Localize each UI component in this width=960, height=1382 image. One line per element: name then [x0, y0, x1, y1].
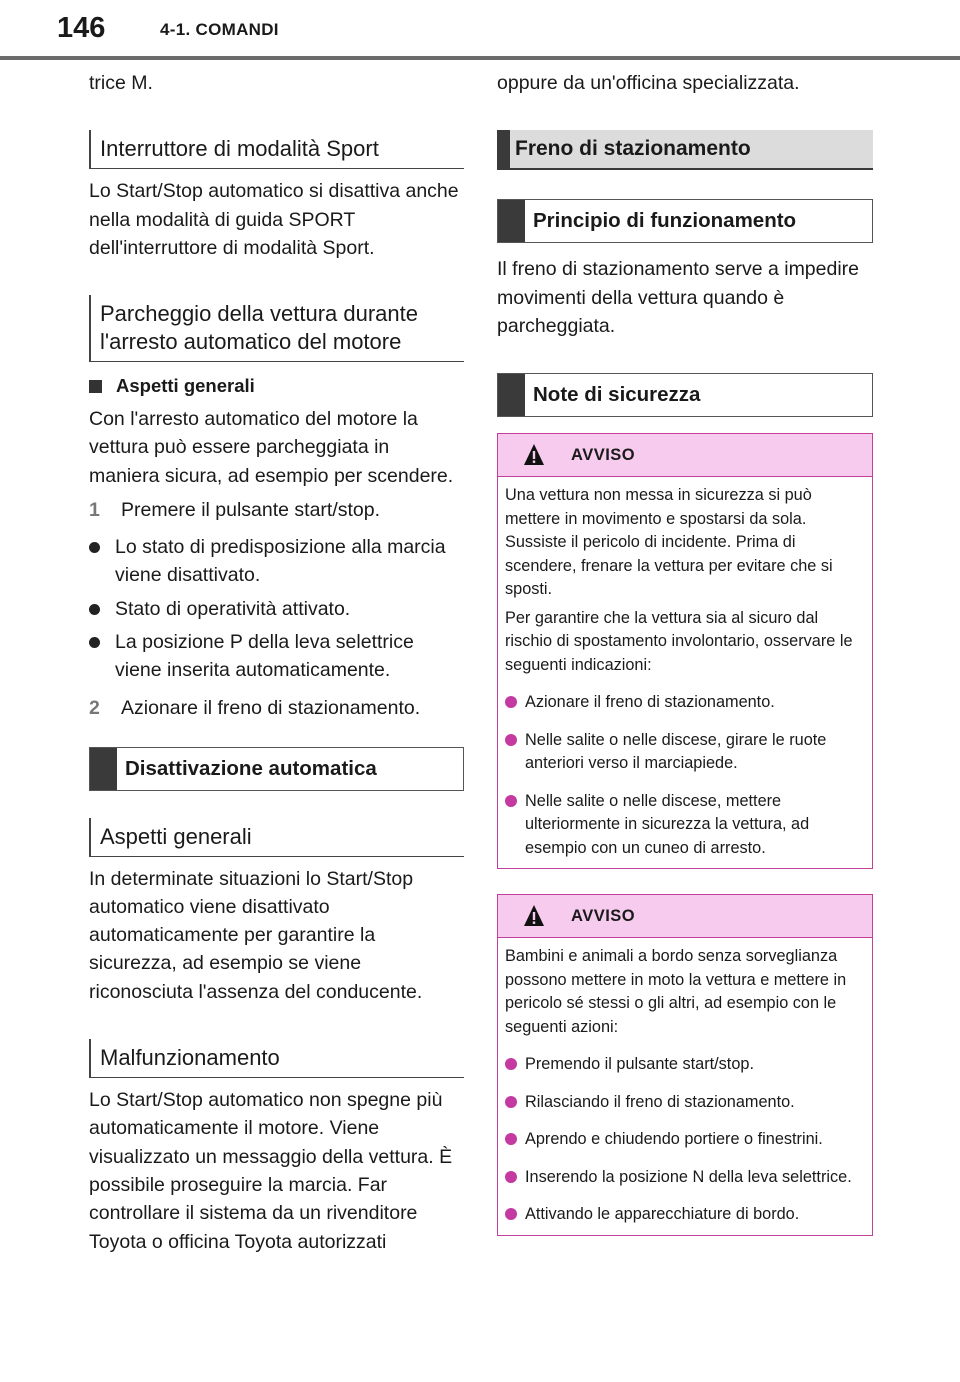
- warning-label: AVVISO: [571, 445, 636, 464]
- warning-header: [498, 434, 872, 477]
- heading-safety-notes: [497, 373, 873, 417]
- warning-item-text: Azionare il freno di stazionamento.: [525, 693, 775, 712]
- continued-text: trice M.: [89, 72, 153, 94]
- pink-bullet-icon: [505, 734, 517, 746]
- warning-item-text: Nelle salite o nelle discese, girare le ruote anteriori verso il marciapiede.: [525, 730, 827, 773]
- right-column: [497, 64, 873, 1236]
- left-column: [89, 64, 464, 1256]
- header-rule: [0, 56, 960, 60]
- warning-header: [498, 895, 872, 938]
- pink-bullet-icon: [505, 1133, 517, 1145]
- step-number: 2: [89, 696, 100, 719]
- heading-text: Freno di stazionamento: [515, 137, 751, 161]
- bullet-dot-icon: [89, 637, 100, 648]
- warning-list-item: [505, 691, 865, 715]
- warning-item-text: Aprendo e chiudendo portiere o finestrini.: [525, 1130, 823, 1149]
- principle-text: Il freno di stazionamento serve a impedire movimenti della vettura quando è parcheggiata.: [497, 258, 860, 337]
- pink-bullet-icon: [505, 795, 517, 807]
- subheading-general: [89, 373, 464, 399]
- subheading-text: Aspetti generali: [116, 375, 255, 397]
- heading-text: Principio di funzionamento: [533, 209, 797, 233]
- warning-box: [497, 894, 873, 1236]
- heading-bar: [497, 130, 510, 168]
- pink-bullet-icon: [505, 696, 517, 708]
- step-text: Premere il pulsante start/stop.: [121, 499, 381, 522]
- heading-general-aspects: Aspetti generali: [89, 818, 464, 857]
- warning-list-item: [505, 1091, 865, 1115]
- general-text: Con l'arresto automatico del motore la vettura può essere parcheggiata in maniera sicura, ad esempio per scendere.: [89, 408, 454, 487]
- warning-item-text: Premendo il pulsante start/stop.: [525, 1055, 754, 1074]
- malfunction-text: Lo Start/Stop automatico non spegne più automaticamente il motore. Viene visualizzato un messaggio della vettura. È possibile proseguire la marcia. Far controllare il sistema da un rivenditore Toyota o officina Toyota autorizzati: [89, 1089, 453, 1253]
- list-item: [89, 628, 464, 685]
- heading-auto-deactivation: [89, 747, 464, 791]
- bullet-dot-icon: [89, 604, 100, 615]
- page-header: [0, 0, 960, 60]
- heading-operating-principle: [497, 199, 873, 243]
- section-title: 4-1. COMANDI: [160, 20, 279, 39]
- warning-item-text: Inserendo la posizione N della leva selettrice.: [525, 1167, 852, 1186]
- warning-text: Bambini e animali a bordo senza sorveglianza possono mettere in moto la vettura e mettere in pericolo sé stessi o gli altri, ad esempio con le seguenti azioni:: [505, 947, 847, 1036]
- heading-parking-auto-stop: [89, 295, 464, 362]
- step-1: [89, 496, 464, 524]
- warning-list-item: [505, 1128, 865, 1152]
- list-item-text: Lo stato di predisposizione alla marcia viene disattivato.: [115, 536, 446, 587]
- warning-text: Per garantire che la vettura sia al sicuro dal rischio di spostamento involontario, osservare le seguenti indicazioni:: [505, 608, 853, 674]
- warning-list-item: [505, 1053, 865, 1077]
- pink-bullet-icon: [505, 1208, 517, 1220]
- warning-list-item: [505, 1203, 865, 1227]
- pink-bullet-icon: [505, 1058, 517, 1070]
- pink-bullet-icon: [505, 1096, 517, 1108]
- continued-text: oppure da un'officina specializzata.: [497, 72, 800, 94]
- warning-triangle-icon: [523, 904, 545, 928]
- warning-item-text: Rilasciando il freno di stazionamento.: [525, 1092, 795, 1111]
- step-2: [89, 694, 464, 722]
- heading-text: Disattivazione automatica: [125, 756, 377, 780]
- warning-list-item: [505, 729, 865, 776]
- list-item-text: La posizione P della leva selettrice viene inserita automaticamente.: [115, 630, 414, 682]
- list-item: [89, 533, 464, 590]
- bullet-dot-icon: [89, 542, 100, 553]
- warning-triangle-icon: [523, 443, 545, 467]
- list-item-text: Stato di operatività attivato.: [115, 597, 351, 620]
- aspects-text: In determinate situazioni lo Start/Stop automatico viene disattivato automaticamente per garantire la sicurezza, ad esempio se viene riconosciuta l'assenza del conducente.: [89, 867, 423, 1003]
- sport-text: Lo Start/Stop automatico si disattiva anche nella modalità di guida SPORT dell'interruttore di modalità Sport.: [89, 180, 459, 259]
- heading-text: Note di sicurezza: [533, 383, 701, 407]
- heading-bar: [90, 748, 117, 790]
- heading-sport-switch: Interruttore di modalità Sport: [89, 130, 464, 169]
- step-number: 1: [89, 499, 100, 522]
- warning-item-text: Attivando le apparecchiature di bordo.: [525, 1205, 800, 1224]
- heading-malfunction: Malfunzionamento: [89, 1039, 464, 1078]
- warning-body: [498, 938, 872, 1235]
- pink-bullet-icon: [505, 1171, 517, 1183]
- warning-label: AVVISO: [571, 906, 636, 925]
- warning-text: Una vettura non messa in sicurezza si può mettere in movimento e spostarsi da sola. Sussiste il pericolo di incidente. Prima di scendere, frenare la vettura per evitare che si sposti.: [505, 486, 833, 599]
- heading-parking-brake: [497, 130, 873, 170]
- list-item: [89, 595, 464, 623]
- heading-line: Parcheggio della vettura durante: [100, 301, 418, 327]
- heading-bar: [498, 374, 525, 416]
- warning-list-item: [505, 1166, 865, 1190]
- step-text: Azionare il freno di stazionamento.: [121, 696, 421, 719]
- warning-list-item: [505, 790, 865, 861]
- heading-line: l'arresto automatico del motore: [100, 329, 402, 355]
- heading-bar: [498, 200, 525, 242]
- warning-item-text: Nelle salite o nelle discese, mettere ulteriormente in sicurezza la vettura, ad esempio con un cuneo di arresto.: [525, 791, 810, 857]
- warning-box: [497, 433, 873, 869]
- warning-body: [498, 477, 872, 868]
- page-number: 146: [57, 12, 106, 44]
- square-bullet-icon: [89, 380, 102, 393]
